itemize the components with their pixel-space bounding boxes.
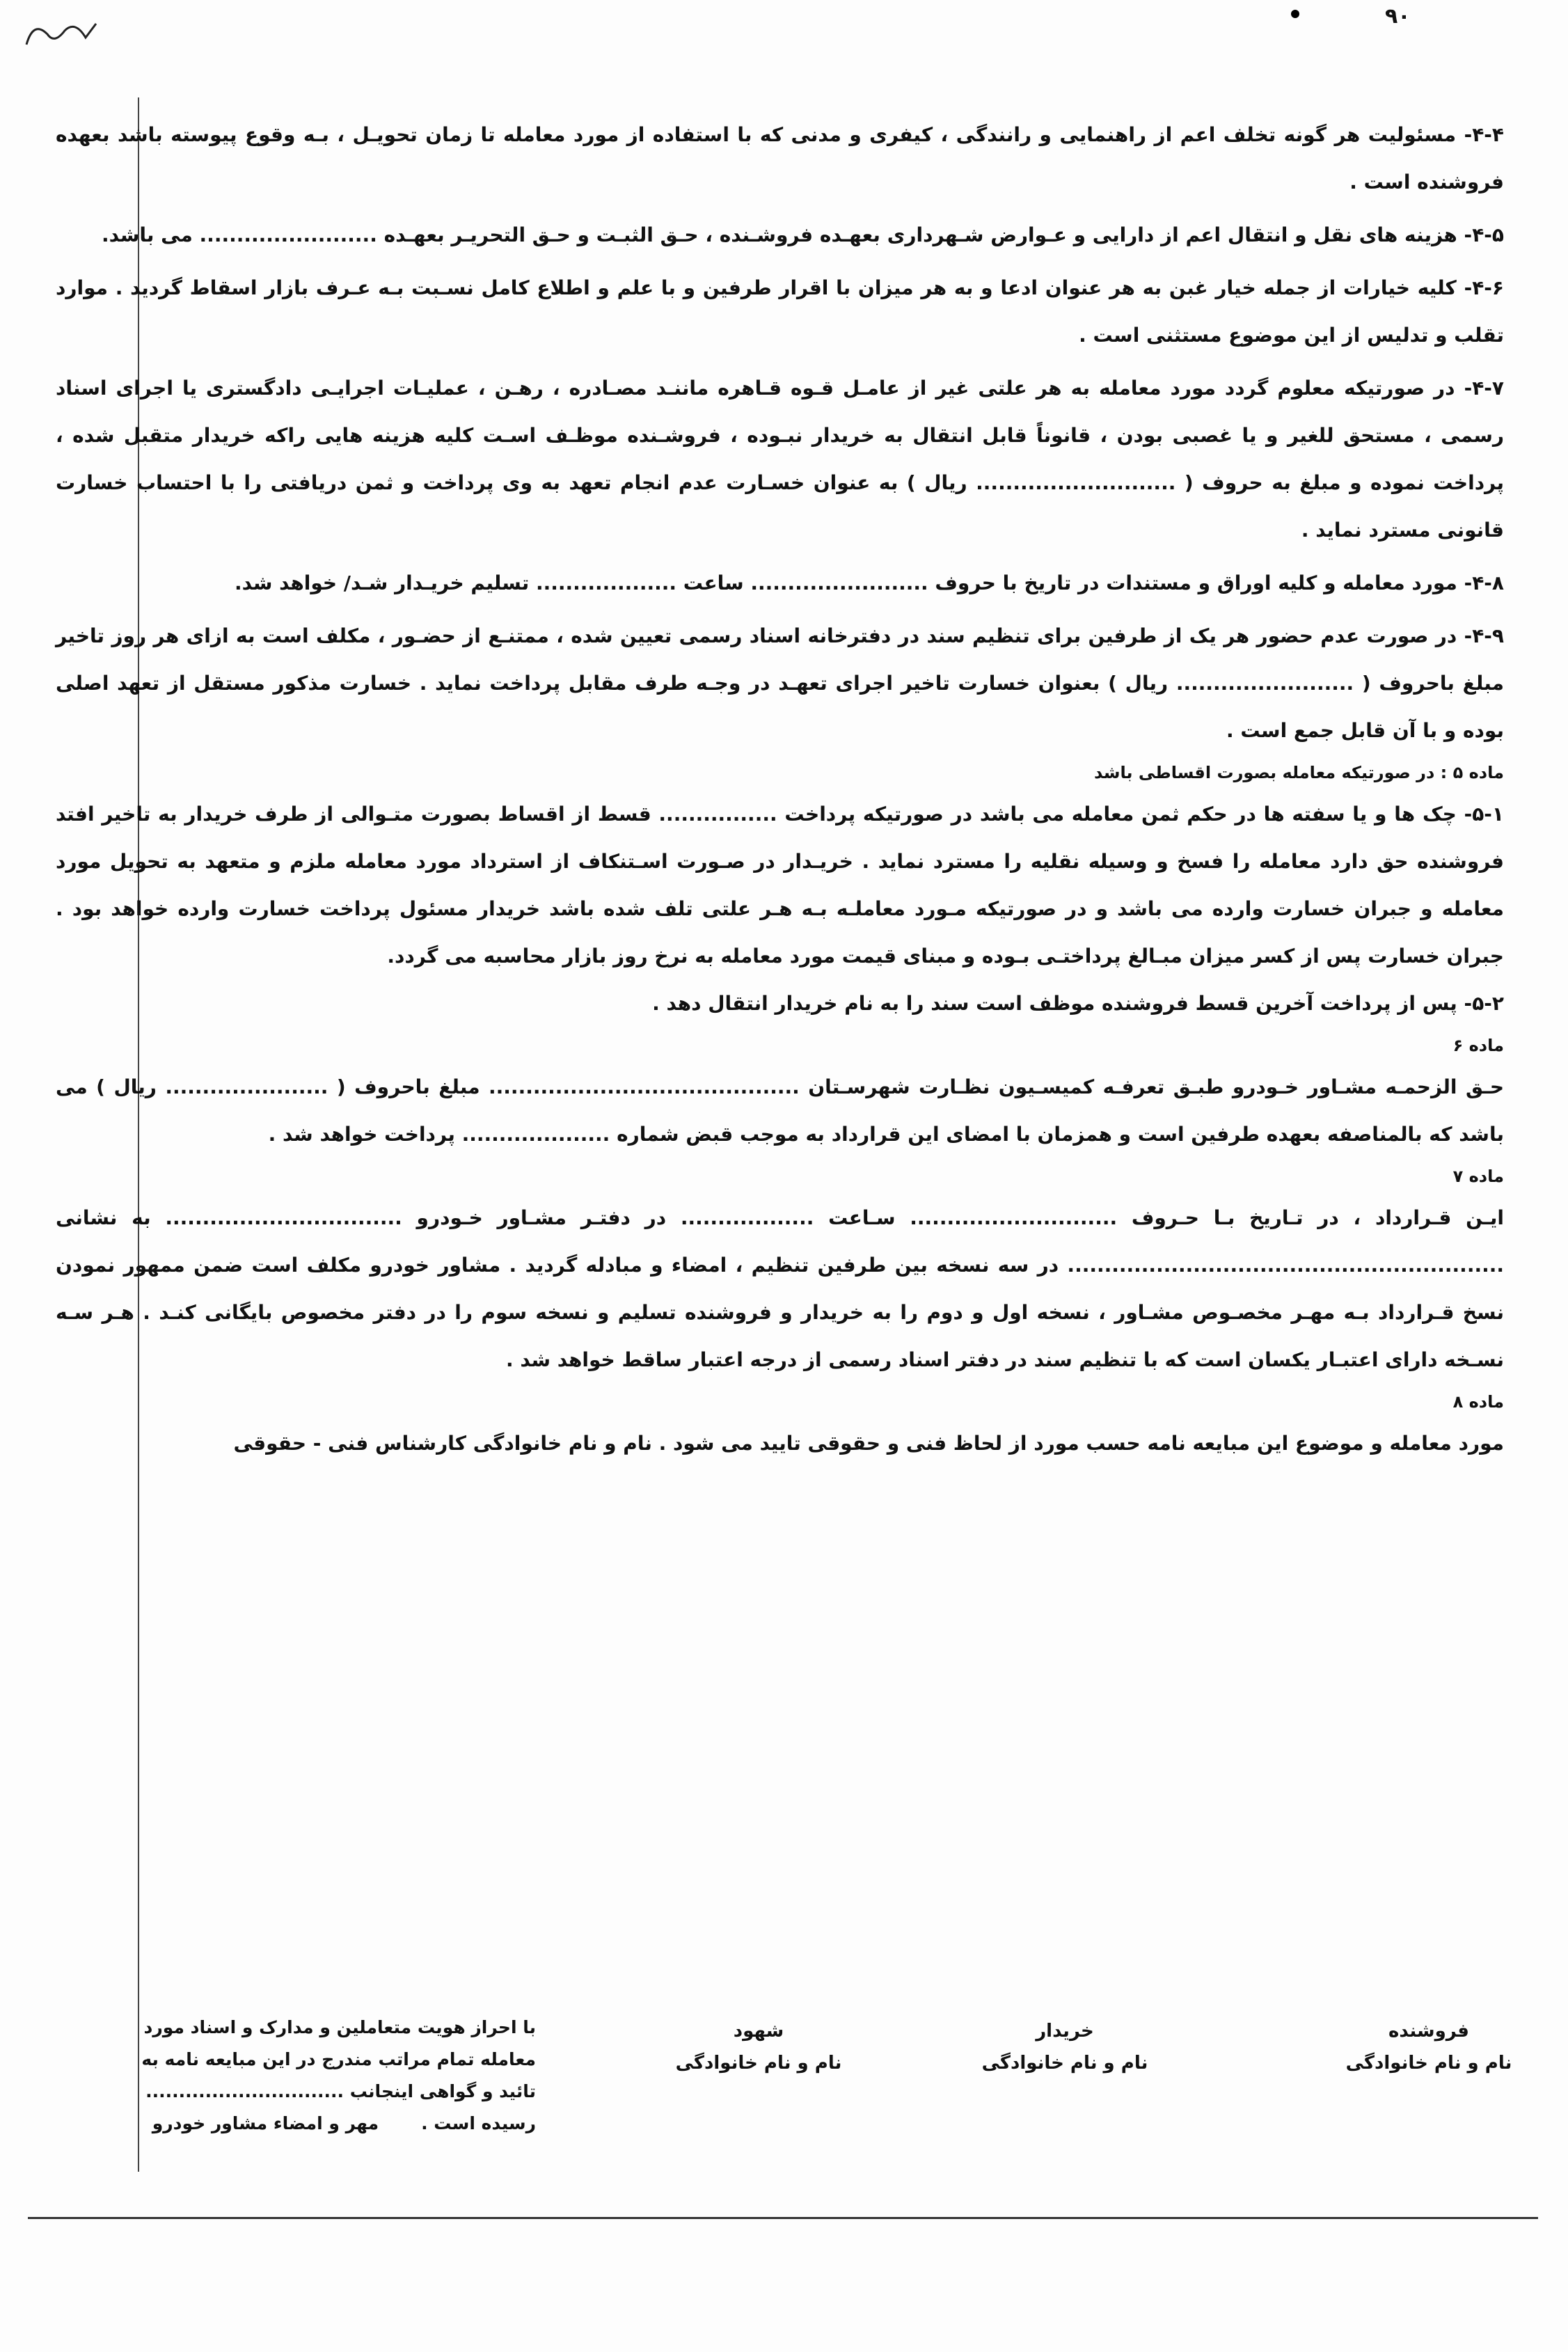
clause-5-2: ۵-۲- پس از پرداخت آخرین قسط فروشنده موظف است سند را به نام خریدار انتقال دهد .	[652, 992, 1504, 1015]
seller-signature	[1338, 2015, 1519, 2079]
clause-7: ایـن قـرارداد ، در تـاریخ بـا حـروف ............................ سـاعت .................. در دفتـر مشـاور خـودرو ................................ به نشانی ........................................................... در سه نسخه بین طرفین تنظیم ، امضاء و مبادله گردید . مشاور خودرو مکلف است ضمن ممهور نمودن نسخ قـرارداد بـه مهـر مخصـوص مشـاور ، نسخه اول و دوم را به خریدار و فروشنده تسلیم و نسخه سوم را در دفتر مخصوص بایگانی کنـد . هـر سـه نسـخه دارای اعتبـار یکسان است که با تنظیم سند در دفتر اسناد رسمی از درجه اعتبار ساقط خواهد شد .	[56, 1206, 1504, 1371]
article-8-heading: ماده ۸	[1452, 1392, 1504, 1412]
witness-name-label: نام و نام خانوادگی	[675, 2053, 842, 2074]
seller-name-label: نام و نام خانوادگی	[1345, 2053, 1512, 2074]
buyer-signature	[974, 2015, 1155, 2079]
bottom-divider	[28, 2217, 1538, 2219]
handwritten-mark	[19, 17, 103, 58]
clause-4-5: ۴-۵- هزینه های نقل و انتقال اعم از دارایی و عـوارض شـهرداری بعهـده فروشـنده ، حـق الثبـت و حـق التحریـر بعهـده ........................ می باشد.	[102, 223, 1504, 246]
clause-6: حـق الزحمـه مشـاور خـودرو طبـق تعرفـه کمیسـیون نظـارت شهرسـتان .......................................... مبلغ باحروف ( ...................... ریال ) می باشد که بالمناصفه بعهده طرفین است و همزمان با امضای این قرارداد به موجب قبض شماره .................... پرداخت خواهد شد .	[56, 1075, 1504, 1146]
seller-title: فروشنده	[1388, 2021, 1469, 2042]
clause-4-8: ۴-۸- مورد معامله و کلیه اوراق و مستندات در تاریخ با حروف ........................ ساعت ................... تسلیم خریـدار شـد/ خواهد شد.	[235, 571, 1504, 594]
advisor-stamp-label: مهر و امضاء مشاور خودرو	[152, 2113, 379, 2133]
page-number: ۹۰	[1385, 4, 1411, 29]
buyer-title: خریدار	[1036, 2021, 1094, 2042]
clause-4-7: ۴-۷- در صورتیکه معلوم گردد مورد معامله به هر علتی غیر از عامـل قـوه قـاهره ماننـد مصـادره ، رهـن ، عملیـات اجرایـی دادگستری یا اجرای اسناد رسمی ، مستحق للغیر و یا غصبی بودن ، قانوناً قابل انتقال به خریدار نبـوده ، فروشـنده موظـف اسـت کلیه هزینه هایی راکه خریدار متقبل شده ، پرداخت نموده و مبلغ به حروف ( ........................... ریال ) به عنوان خسـارت عدم انجام تعهد به وی پرداخت و ثمن دریافتی را با احتساب خسارت قانونی مسترد نماید .	[56, 377, 1504, 542]
clause-5-1: ۵-۱- چک ها و یا سفته ها در حکم ثمن معامله می باشد در صورتیکه پرداخت ................ قسط از اقساط بصورت متـوالی از طرف خریدار به تاخیر افتد فروشنده حق دارد معامله را فسخ و وسیله نقلیه را مسترد نماید . خریـدار در صـورت اسـتنکاف از استرداد مورد معامله ملزم و متعهد به تحویل مورد معامله و جبران خسارت وارده می باشد و در صورتیکه مـورد معاملـه بـه هـر علتی تلف شده باشد خریدار مسئول پرداخت خسارت وارده خواهد بود . جبران خسارت پس از کسر میزان مبـالغ پرداختـی بـوده و مبنای قیمت مورد معامله به نرخ روز بازار محاسبه می گردد.	[56, 803, 1504, 968]
advisor-certification	[97, 2012, 536, 2140]
contract-body	[56, 111, 1504, 1467]
article-7-heading: ماده ۷	[1452, 1167, 1504, 1186]
witness-title: شهود	[733, 2021, 784, 2042]
clause-4-9: ۴-۹- در صورت عدم حضور هر یک از طرفین برای تنظیم سند در دفترخانه اسناد رسمی تعیین شده ، ممتنـع از حضـور ، مکلف است به ازای هر روز تاخیر مبلغ باحروف ( ........................ ریال ) بعنوان خسارت تاخیر اجرای تعهـد در وجـه طرف مقابل پرداخت نماید . خسارت مذکور مستقل از تعهد اصلی بوده و با آن قابل جمع است .	[56, 624, 1504, 742]
ink-dot	[1291, 10, 1299, 18]
advisor-line-3: تائید و گواهی اینجانب ..............................	[145, 2081, 536, 2101]
article-5-heading: ماده ۵ : در صورتیکه معامله بصورت اقساطی باشد	[1094, 763, 1504, 782]
clause-4-6: ۴-۶- کلیه خیارات از جمله خیار غبن به هر عنوان ادعا و به هر میزان با اقرار طرفین و با علم و اطلاع کامل نسـبت بـه عـرف بازار اسقاط گردید . موارد تقلب و تدلیس از این موضوع مستثنی است .	[56, 276, 1504, 347]
clause-4-4: ۴-۴- مسئولیت هر گونه تخلف اعم از راهنمایی و رانندگی ، کیفری و مدنی که با استفاده از مورد معامله تا زمان تحویـل ، بـه وقوع پیوسته باشد بعهده فروشنده است .	[56, 123, 1504, 194]
advisor-line-4	[97, 2108, 536, 2140]
article-6-heading: ماده ۶	[1452, 1036, 1504, 1055]
clause-8: مورد معامله و موضوع این مبایعه نامه حسب مورد از لحاظ فنی و حقوقی تایید می شود . نام و نام خانوادگی کارشناس فنی - حقوقی	[233, 1432, 1504, 1455]
advisor-line-1: با احراز هویت متعاملین و مدارک و اسناد مورد	[143, 2017, 536, 2037]
witness-signature	[668, 2015, 849, 2079]
advisor-line-2: معامله تمام مراتب مندرج در این مبایعه نامه به	[141, 2049, 536, 2069]
buyer-name-label: نام و نام خانوادگی	[981, 2053, 1148, 2074]
advisor-received: رسیده است .	[421, 2113, 536, 2133]
